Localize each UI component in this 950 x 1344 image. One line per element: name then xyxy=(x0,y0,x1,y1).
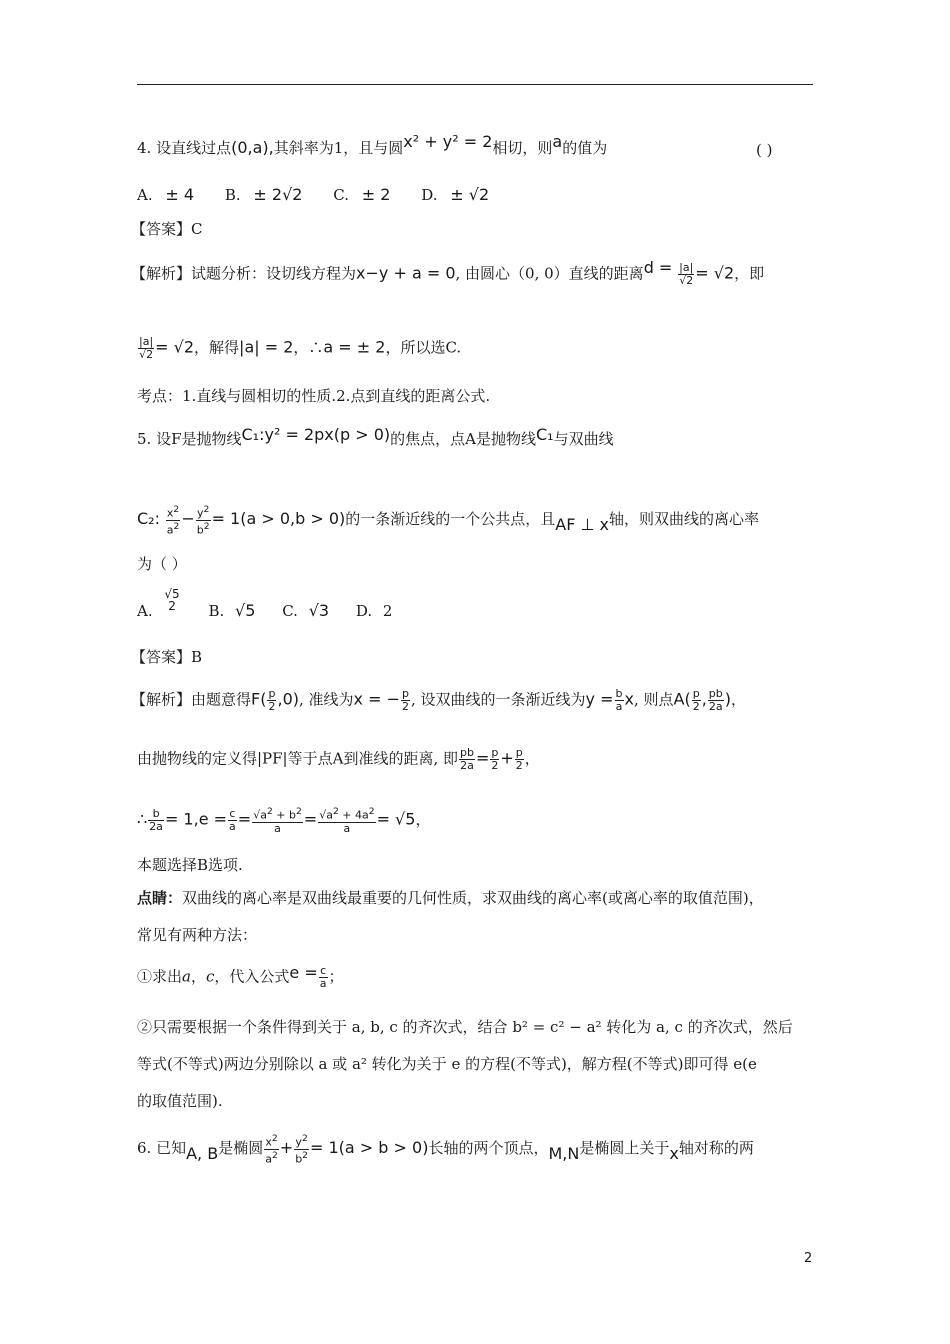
tip-text: ； xyxy=(328,967,344,986)
tip-head: 点睛： xyxy=(137,889,183,907)
hyper-rhs: = 1(a > 0,b > 0) xyxy=(211,509,346,529)
q5-tip-6: 的取值范围). xyxy=(137,1092,223,1110)
page-number: 2 xyxy=(804,1251,813,1266)
ellipse-rhs: = 1(a > b > 0) xyxy=(310,1138,429,1158)
q5-tip-5: 等式(不等式)两边分别除以 a 或 a² 转化为关于 e 的方程(不等式)，解方程(不等式)即可得 e(e xyxy=(137,1055,757,1073)
option-key: B. xyxy=(224,186,241,204)
q4-blank: ( ) xyxy=(756,141,773,159)
q5-options xyxy=(137,587,393,620)
q4-analysis-1 xyxy=(131,257,765,287)
q6-stem: 6. 已知A, B是椭圆 $\frac{x^2}{a^2}$ + $\frac{y^2}{b^2}$ = 1(a > b > 0)长轴的两个顶点，M,N是椭圆上关于x轴对称的两 xyxy=(137,1133,754,1166)
c2-label: C₂: xyxy=(137,509,160,529)
q4-text: 相切，则 xyxy=(492,139,553,157)
frac-num: |a| xyxy=(139,335,154,348)
header-rule xyxy=(137,84,813,85)
q4-analysis-2 xyxy=(137,336,461,361)
analysis-head: 【解析】 xyxy=(131,690,192,709)
q4-stem xyxy=(137,132,608,158)
option-value: √5 2 xyxy=(164,587,180,613)
option-value: ± √2 xyxy=(450,185,490,204)
analysis-text: 由题意得 xyxy=(191,690,252,709)
q5-analysis-1: 【解析】由题意得F( $\frac{p}{2}$ ,0), 准线为x = − $\frac{p}{2}$ , 设双曲线的一条渐近线为y = $\frac{b}{a}$ x, 则点A( $\frac{p}{2}$ , $\frac{pb}{2a}$ )， xyxy=(131,687,747,713)
q4-var: a xyxy=(552,132,563,151)
abs-eq: |a| = 2 xyxy=(239,337,294,357)
q5-tip-2: 常见有两种方法： xyxy=(137,926,258,944)
q5-stem-3: 为（ ） xyxy=(137,555,187,573)
parabola-eq: C₁:y² = 2px(p > 0) xyxy=(241,425,391,444)
option-key: A. xyxy=(137,186,153,204)
q6-text: 轴对称的两 xyxy=(678,1139,754,1158)
q5-tip-4: ②只需要根据一个条件得到关于 a, b, c 的齐次式，结合 b² = c² − a² 转化为 a, c 的齐次式，然后 xyxy=(137,1018,793,1036)
q4-text: 4. 设直线过点 xyxy=(137,139,232,157)
q4-text: 其斜率为1，且与圆 xyxy=(273,139,404,157)
analysis-text: 由抛物线的定义得|PF|等于点A到准线的距离, 即 xyxy=(137,749,458,768)
q5-text: 5. 设F是抛物线 xyxy=(137,430,242,448)
analysis-text: , 由圆心（0, 0）直线的距离 xyxy=(455,264,644,283)
frac-num: |a| xyxy=(679,261,694,274)
ab-label: A, B xyxy=(186,1144,219,1164)
frac-den: √2 xyxy=(679,274,694,287)
q6-text: 长轴的两个顶点， xyxy=(428,1139,549,1158)
hyper-frac-x: $\frac{x^2}{a^2}$ xyxy=(166,504,180,537)
option-key: A. xyxy=(137,602,153,620)
q5-stem-1 xyxy=(137,425,614,449)
q5-analysis-2: 由抛物线的定义得|PF|等于点A到准线的距离, 即 $\frac{pb}{2a}$ = $\frac{p}{2}$ + $\frac{p}{2}$ ， xyxy=(137,746,540,772)
q5-text: 轴，则双曲线的离心率 xyxy=(609,510,760,529)
analysis-text: , 准线为 xyxy=(299,690,354,709)
q5-analysis-4: 本题选择B选项. xyxy=(137,856,243,874)
q5-tip-1 xyxy=(137,888,764,908)
analysis-text: , 则点 xyxy=(633,690,674,709)
analysis-text: ，∴ xyxy=(293,338,324,357)
q5-text: 的一条渐近线的一个公共点，且 xyxy=(345,510,556,529)
option-key: B. xyxy=(208,602,225,620)
q6-text: 是椭圆上关于 xyxy=(579,1139,670,1158)
tip-text: ①求出 xyxy=(137,967,183,986)
q5-answer: 【答案】B xyxy=(131,648,203,666)
analysis-text: ， xyxy=(415,810,431,829)
q4-point: (0,a), xyxy=(231,138,274,157)
q4-text: 的值为 xyxy=(562,139,608,157)
q5-analysis-3: ∴ $\frac{b}{2a}$ = 1,e = $\frac{c}{a}$ = $\frac{√a^2 + b^2}{a}$ = $\frac{√a^2 + 4a^2}{a}$ = √5， xyxy=(137,806,431,835)
analysis-text: 试题分析：设切线方程为 xyxy=(191,264,357,283)
option-key: D. xyxy=(421,186,438,204)
analysis-text: ，所以选C. xyxy=(385,338,462,357)
q4-options xyxy=(137,185,489,205)
tip-text: 双曲线的离心率是双曲线最重要的几何性质，求双曲线的离心率(或离心率的取值范围)， xyxy=(182,889,764,907)
q4-kaodian: 考点：1.直线与圆相切的性质.2.点到直线的距离公式. xyxy=(137,387,491,405)
q5-text: 与双曲线 xyxy=(553,430,614,448)
analysis-head: 【解析】 xyxy=(131,264,192,283)
perp-eq: AF ⊥ x xyxy=(555,515,610,535)
option-value: ± 2√2 xyxy=(253,185,303,204)
analysis-text: ，即 xyxy=(734,264,765,283)
analysis-text: , 设双曲线的一条渐近线为 xyxy=(411,690,586,709)
x-label: x xyxy=(669,1144,679,1164)
q6-text: 6. 已知 xyxy=(137,1139,187,1158)
mn-label: M,N xyxy=(548,1144,580,1164)
option-value: √5 xyxy=(235,601,256,620)
dist-rhs: = √2 xyxy=(695,263,735,283)
q5-stem-2: C₂: $\frac{x^2}{a^2}$ − $\frac{y^2}{b^2}$ = 1(a > 0,b > 0)的一条渐近线的一个公共点，且AF ⊥ x轴，则双曲线的离心率 xyxy=(137,504,760,537)
option-value: 2 xyxy=(382,602,393,620)
option-key: D. xyxy=(355,602,373,620)
analysis-text: ，解得 xyxy=(194,338,240,357)
line2-frac xyxy=(138,336,154,361)
frac-den: √2 xyxy=(139,348,154,361)
q5-text: 的焦点，点A是抛物线 xyxy=(390,430,536,448)
option-value: ± 4 xyxy=(165,185,195,204)
dist-eq: d = xyxy=(643,257,673,277)
option-key: C. xyxy=(333,186,349,204)
result-eq: a = ± 2 xyxy=(323,337,386,357)
option-value: ± 2 xyxy=(361,185,391,204)
option-key: C. xyxy=(282,602,298,620)
q6-text: 是椭圆 xyxy=(218,1139,264,1158)
option-value: √3 xyxy=(308,601,330,620)
q5-tip-3: ①求出a，c，代入公式e = $\frac{c}{a}$ ； xyxy=(137,962,344,990)
analysis-text: ， xyxy=(524,749,540,768)
hyper-frac-y: $\frac{y^2}{b^2}$ xyxy=(196,504,210,537)
q4-circle-eq: x² + y² = 2 xyxy=(403,132,493,151)
analysis-text: ， xyxy=(731,690,747,709)
dist-frac xyxy=(678,262,694,287)
line2-rhs: = √2 xyxy=(155,337,195,357)
q4-answer: 【答案】C xyxy=(131,220,203,238)
c1-label: C₁ xyxy=(535,425,554,444)
tangent-eq: x−y + a = 0 xyxy=(356,263,456,283)
tip-text: ，代入公式 xyxy=(214,967,290,986)
